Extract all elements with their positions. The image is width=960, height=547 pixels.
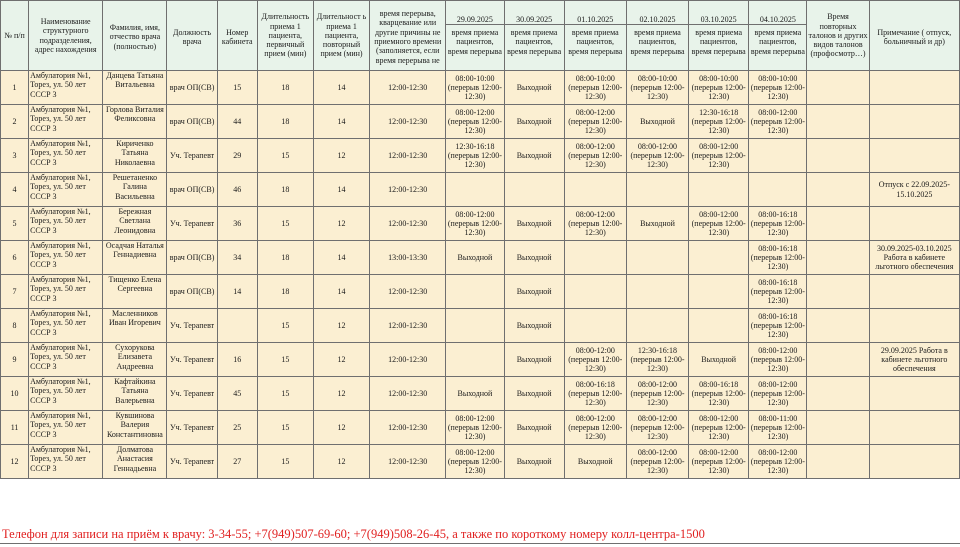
doctor-name-cell: Кафтайкина Татьяна Валерьевна	[103, 377, 167, 411]
division-cell: Амбулатория №1, Торез, ул. 50 лет СССР 3	[29, 377, 103, 411]
repeat-duration-cell: 14	[313, 105, 369, 139]
header-day-5: 03.10.2025 время приема пациентов, время перерыва	[689, 1, 749, 71]
day-1-schedule-cell	[446, 343, 504, 377]
talons-cell	[807, 105, 869, 139]
day-6-schedule-cell: 08:00-16:18 (перерыв 12:00-12:30)	[749, 241, 807, 275]
table-row	[1, 445, 960, 479]
room-cell: 27	[217, 445, 257, 479]
talons-cell	[807, 377, 869, 411]
position-cell: Уч. Терапевт	[167, 207, 217, 241]
table-row	[1, 343, 960, 377]
position-cell: врач ОП(СВ)	[167, 105, 217, 139]
division-cell: Амбулатория №1, Торез, ул. 50 лет СССР 3	[29, 173, 103, 207]
day-3-schedule-cell: Выходной	[564, 445, 626, 479]
day-5-schedule-cell: 12:30-16:18 (перерыв 12:00-12:30)	[689, 105, 749, 139]
day-6-schedule-cell: 08:00-16:18 (перерыв 12:00-12:30)	[749, 309, 807, 343]
day-2-schedule-cell: Выходной	[504, 377, 564, 411]
header-room: Номер кабинета	[217, 1, 257, 71]
table-row	[1, 411, 960, 445]
note-cell	[869, 275, 959, 309]
day-2-schedule-cell	[504, 173, 564, 207]
position-cell: врач ОП(СВ)	[167, 71, 217, 105]
day-1-schedule-cell: 08:00-12:00 (перерыв 12:00-12:30)	[446, 445, 504, 479]
doctor-name-cell: Горлова Виталия Феликсовна	[103, 105, 167, 139]
break-cell: 12:00-12:30	[370, 309, 446, 343]
header-position: Должность врача	[167, 1, 217, 71]
day-2-schedule-cell: Выходной	[504, 71, 564, 105]
day-5-schedule-cell	[689, 309, 749, 343]
division-cell: Амбулатория №1, Торез, ул. 50 лет СССР 3	[29, 207, 103, 241]
day-1-schedule-cell: 08:00-12:00 (перерыв 12:00-12:30)	[446, 207, 504, 241]
room-cell: 44	[217, 105, 257, 139]
day-4-schedule-cell	[626, 241, 688, 275]
day-3-schedule-cell	[564, 241, 626, 275]
row-number: 5	[1, 207, 29, 241]
doctor-name-cell: Тищенко Елена Сергеевна	[103, 275, 167, 309]
primary-duration-cell: 15	[257, 445, 313, 479]
day-3-schedule-cell	[564, 309, 626, 343]
repeat-duration-cell: 12	[313, 309, 369, 343]
day-5-schedule-cell	[689, 173, 749, 207]
room-cell: 15	[217, 71, 257, 105]
room-cell: 16	[217, 343, 257, 377]
day-6-schedule-cell: 08:00-12:00 (перерыв 12:00-12:30)	[749, 343, 807, 377]
day-1-schedule-cell: Выходной	[446, 377, 504, 411]
header-day-1: 29.09.2025 время приема пациентов, время перерыва	[446, 1, 504, 71]
doctor-name-cell: Осадчая Наталья Геннадиевна	[103, 241, 167, 275]
day-1-schedule-cell: 08:00-12:00 (перерыв 12:00-12:30)	[446, 411, 504, 445]
note-cell	[869, 377, 959, 411]
talons-cell	[807, 139, 869, 173]
division-cell: Амбулатория №1, Торез, ул. 50 лет СССР 3	[29, 139, 103, 173]
table-row	[1, 139, 960, 173]
row-number: 12	[1, 445, 29, 479]
primary-duration-cell: 18	[257, 71, 313, 105]
primary-duration-cell: 18	[257, 275, 313, 309]
day-4-schedule-cell: Выходной	[626, 105, 688, 139]
table-row	[1, 207, 960, 241]
day-1-schedule-cell: Выходной	[446, 241, 504, 275]
repeat-duration-cell: 12	[313, 207, 369, 241]
division-cell: Амбулатория №1, Торез, ул. 50 лет СССР 3	[29, 241, 103, 275]
day-5-schedule-cell: 08:00-10:00 (перерыв 12:00-12:30)	[689, 71, 749, 105]
note-cell	[869, 411, 959, 445]
position-cell: Уч. Терапевт	[167, 343, 217, 377]
note-cell	[869, 105, 959, 139]
day-1-schedule-cell: 12:30-16:18 (перерыв 12:00-12:30)	[446, 139, 504, 173]
talons-cell	[807, 343, 869, 377]
break-cell: 12:00-12:30	[370, 173, 446, 207]
row-number: 1	[1, 71, 29, 105]
room-cell: 36	[217, 207, 257, 241]
day-2-schedule-cell: Выходной	[504, 105, 564, 139]
talons-cell	[807, 411, 869, 445]
day-5-schedule-cell: 08:00-12:00 (перерыв 12:00-12:30)	[689, 207, 749, 241]
day-2-schedule-cell: Выходной	[504, 343, 564, 377]
note-cell	[869, 445, 959, 479]
phone-footer: Телефон для записи на приём к врачу: 3-34-55; +7(949)507-69-60; +7(949)508-26-45, а также по короткому номеру колл-центра-1500	[2, 527, 705, 541]
repeat-duration-cell: 12	[313, 411, 369, 445]
header-repeat-duration: Длительност ь приема 1 пациента, повторный прием (мин)	[313, 1, 369, 71]
day-1-schedule-cell: 08:00-10:00 (перерыв 12:00-12:30)	[446, 71, 504, 105]
header-doctor-name: Фамилия, имя, отчество врача (полностью)	[103, 1, 167, 71]
primary-duration-cell: 18	[257, 173, 313, 207]
day-4-schedule-cell	[626, 275, 688, 309]
day-3-schedule-cell: 08:00-10:00 (перерыв 12:00-12:30)	[564, 71, 626, 105]
day-4-schedule-cell: 08:00-12:00 (перерыв 12:00-12:30)	[626, 445, 688, 479]
break-cell: 13:00-13:30	[370, 241, 446, 275]
day-2-schedule-cell: Выходной	[504, 275, 564, 309]
row-number: 11	[1, 411, 29, 445]
talons-cell	[807, 71, 869, 105]
room-cell: 34	[217, 241, 257, 275]
division-cell: Амбулатория №1, Торез, ул. 50 лет СССР 3	[29, 309, 103, 343]
repeat-duration-cell: 12	[313, 139, 369, 173]
division-cell: Амбулатория №1, Торез, ул. 50 лет СССР 3	[29, 275, 103, 309]
break-cell: 12:00-12:30	[370, 207, 446, 241]
doctor-name-cell: Долматова Анастасия Геннадьевна	[103, 445, 167, 479]
repeat-duration-cell: 12	[313, 343, 369, 377]
break-cell: 12:00-12:30	[370, 71, 446, 105]
note-cell: 30.09.2025-03.10.2025 Работа в кабинете льготного обеспечения	[869, 241, 959, 275]
day-1-schedule-cell	[446, 309, 504, 343]
row-number: 6	[1, 241, 29, 275]
break-cell: 12:00-12:30	[370, 411, 446, 445]
row-number: 9	[1, 343, 29, 377]
day-3-schedule-cell: 08:00-12:00 (перерыв 12:00-12:30)	[564, 139, 626, 173]
table-row	[1, 309, 960, 343]
room-cell: 45	[217, 377, 257, 411]
table-row	[1, 173, 960, 207]
room-cell: 46	[217, 173, 257, 207]
day-4-schedule-cell: 08:00-12:00 (перерыв 12:00-12:30)	[626, 377, 688, 411]
header-talons: Время повторных талонов и других видов талонов (профосмотр…)	[807, 1, 869, 71]
division-cell: Амбулатория №1, Торез, ул. 50 лет СССР 3	[29, 105, 103, 139]
day-6-schedule-cell: 08:00-12:00 (перерыв 12:00-12:30)	[749, 445, 807, 479]
note-cell	[869, 309, 959, 343]
position-cell: врач ОП(СВ)	[167, 241, 217, 275]
doctor-name-cell: Бережная Светлана Леонидовна	[103, 207, 167, 241]
break-cell: 12:00-12:30	[370, 139, 446, 173]
row-number: 7	[1, 275, 29, 309]
doctor-name-cell: Кириченко Татьяна Николаевна	[103, 139, 167, 173]
table-row	[1, 377, 960, 411]
position-cell: врач ОП(СВ)	[167, 275, 217, 309]
day-5-schedule-cell: 08:00-16:18 (перерыв 12:00-12:30)	[689, 377, 749, 411]
day-1-schedule-cell	[446, 275, 504, 309]
day-4-schedule-cell: 08:00-12:00 (перерыв 12:00-12:30)	[626, 411, 688, 445]
header-day-3: 01.10.2025 время приема пациентов, время перерыва	[564, 1, 626, 71]
day-2-schedule-cell: Выходной	[504, 139, 564, 173]
day-4-schedule-cell: 08:00-12:00 (перерыв 12:00-12:30)	[626, 139, 688, 173]
table-row	[1, 71, 960, 105]
primary-duration-cell: 18	[257, 241, 313, 275]
division-cell: Амбулатория №1, Торез, ул. 50 лет СССР 3	[29, 71, 103, 105]
break-cell: 12:00-12:30	[370, 343, 446, 377]
talons-cell	[807, 241, 869, 275]
day-3-schedule-cell	[564, 275, 626, 309]
break-cell: 12:00-12:30	[370, 275, 446, 309]
day-3-schedule-cell	[564, 173, 626, 207]
header-note: Примечание ( отпуск, больничный и др)	[869, 1, 959, 71]
doctor-name-cell: Масленников Иван Игоревич	[103, 309, 167, 343]
header-division: Наименование структурного подразделения, адрес нахождения	[29, 1, 103, 71]
position-cell: Уч. Терапевт	[167, 309, 217, 343]
day-6-schedule-cell: 08:00-10:00 (перерыв 12:00-12:30)	[749, 71, 807, 105]
primary-duration-cell: 15	[257, 139, 313, 173]
day-5-schedule-cell: 08:00-12:00 (перерыв 12:00-12:30)	[689, 445, 749, 479]
day-1-schedule-cell	[446, 173, 504, 207]
bottom-divider	[0, 543, 960, 547]
day-2-schedule-cell: Выходной	[504, 445, 564, 479]
day-4-schedule-cell: Выходной	[626, 207, 688, 241]
day-2-schedule-cell: Выходной	[504, 411, 564, 445]
repeat-duration-cell: 14	[313, 71, 369, 105]
row-number: 2	[1, 105, 29, 139]
day-5-schedule-cell: 08:00-12:00 (перерыв 12:00-12:30)	[689, 139, 749, 173]
table-row	[1, 275, 960, 309]
talons-cell	[807, 173, 869, 207]
position-cell: врач ОП(СВ)	[167, 173, 217, 207]
break-cell: 12:00-12:30	[370, 105, 446, 139]
day-4-schedule-cell	[626, 309, 688, 343]
doctor-name-cell: Данцева Татьяна Витальевна	[103, 71, 167, 105]
doctor-name-cell: Кувшинова Валерия Константиновна	[103, 411, 167, 445]
row-number: 3	[1, 139, 29, 173]
note-cell	[869, 139, 959, 173]
primary-duration-cell: 15	[257, 207, 313, 241]
day-5-schedule-cell	[689, 241, 749, 275]
note-cell	[869, 207, 959, 241]
day-6-schedule-cell: 08:00-11:00 (перерыв 12:00-12:30)	[749, 411, 807, 445]
header-row	[1, 1, 960, 71]
talons-cell	[807, 275, 869, 309]
primary-duration-cell: 15	[257, 343, 313, 377]
row-number: 4	[1, 173, 29, 207]
day-1-schedule-cell: 08:00-12:00 (перерыв 12:00-12:30)	[446, 105, 504, 139]
position-cell: Уч. Терапевт	[167, 411, 217, 445]
repeat-duration-cell: 14	[313, 241, 369, 275]
talons-cell	[807, 309, 869, 343]
primary-duration-cell: 15	[257, 377, 313, 411]
day-6-schedule-cell	[749, 173, 807, 207]
note-cell: 29.09.2025 Работа в кабинете льготного обеспечения	[869, 343, 959, 377]
day-2-schedule-cell: Выходной	[504, 309, 564, 343]
day-6-schedule-cell: 08:00-16:18 (перерыв 12:00-12:30)	[749, 207, 807, 241]
room-cell	[217, 309, 257, 343]
day-6-schedule-cell: 08:00-12:00 (перерыв 12:00-12:30)	[749, 377, 807, 411]
table-row	[1, 105, 960, 139]
header-primary-duration: Длительность приема 1 пациента, первичный прием (мин)	[257, 1, 313, 71]
day-2-schedule-cell: Выходной	[504, 207, 564, 241]
note-cell: Отпуск с 22.09.2025-15.10.2025	[869, 173, 959, 207]
repeat-duration-cell: 12	[313, 377, 369, 411]
room-cell: 25	[217, 411, 257, 445]
day-6-schedule-cell: 08:00-16:18 (перерыв 12:00-12:30)	[749, 275, 807, 309]
break-cell: 12:00-12:30	[370, 377, 446, 411]
day-5-schedule-cell	[689, 275, 749, 309]
position-cell: Уч. Терапевт	[167, 377, 217, 411]
day-4-schedule-cell	[626, 173, 688, 207]
break-cell: 12:00-12:30	[370, 445, 446, 479]
position-cell: Уч. Терапевт	[167, 139, 217, 173]
day-3-schedule-cell: 08:00-12:00 (перерыв 12:00-12:30)	[564, 105, 626, 139]
primary-duration-cell: 18	[257, 105, 313, 139]
room-cell: 14	[217, 275, 257, 309]
header-day-2: 30.09.2025 время приема пациентов, время перерыва	[504, 1, 564, 71]
repeat-duration-cell: 12	[313, 445, 369, 479]
division-cell: Амбулатория №1, Торез, ул. 50 лет СССР 3	[29, 411, 103, 445]
division-cell: Амбулатория №1, Торез, ул. 50 лет СССР 3	[29, 445, 103, 479]
header-break: время перерыва, кварцевание или другие причины не приемного времени (заполняется, если время перерыва не	[370, 1, 446, 71]
note-cell	[869, 71, 959, 105]
position-cell: Уч. Терапевт	[167, 445, 217, 479]
table-row	[1, 241, 960, 275]
day-6-schedule-cell	[749, 139, 807, 173]
primary-duration-cell: 15	[257, 309, 313, 343]
day-2-schedule-cell: Выходной	[504, 241, 564, 275]
day-3-schedule-cell: 08:00-12:00 (перерыв 12:00-12:30)	[564, 207, 626, 241]
day-4-schedule-cell: 12:30-16:18 (перерыв 12:00-12:30)	[626, 343, 688, 377]
header-day-6: 04.10.2025 время приема пациентов, время перерыва	[749, 1, 807, 71]
doctor-name-cell: Сухорукова Елизавета Андреевна	[103, 343, 167, 377]
day-5-schedule-cell: Выходной	[689, 343, 749, 377]
row-number: 8	[1, 309, 29, 343]
primary-duration-cell: 15	[257, 411, 313, 445]
division-cell: Амбулатория №1, Торез, ул. 50 лет СССР 3	[29, 343, 103, 377]
header-day-4: 02.10.2025 время приема пациентов, время перерыва	[626, 1, 688, 71]
talons-cell	[807, 207, 869, 241]
doctor-name-cell: Решетаненко Галина Васильевна	[103, 173, 167, 207]
row-number: 10	[1, 377, 29, 411]
day-6-schedule-cell: 08:00-12:00 (перерыв 12:00-12:30)	[749, 105, 807, 139]
repeat-duration-cell: 14	[313, 275, 369, 309]
day-3-schedule-cell: 08:00-16:18 (перерыв 12:00-12:30)	[564, 377, 626, 411]
day-3-schedule-cell: 08:00-12:00 (перерыв 12:00-12:30)	[564, 343, 626, 377]
talons-cell	[807, 445, 869, 479]
day-3-schedule-cell: 08:00-12:00 (перерыв 12:00-12:30)	[564, 411, 626, 445]
repeat-duration-cell: 14	[313, 173, 369, 207]
room-cell: 29	[217, 139, 257, 173]
day-5-schedule-cell: 08:00-12:00 (перерыв 12:00-12:30)	[689, 411, 749, 445]
header-num: № п/п	[1, 1, 29, 71]
day-4-schedule-cell: 08:00-10:00 (перерыв 12:00-12:30)	[626, 71, 688, 105]
